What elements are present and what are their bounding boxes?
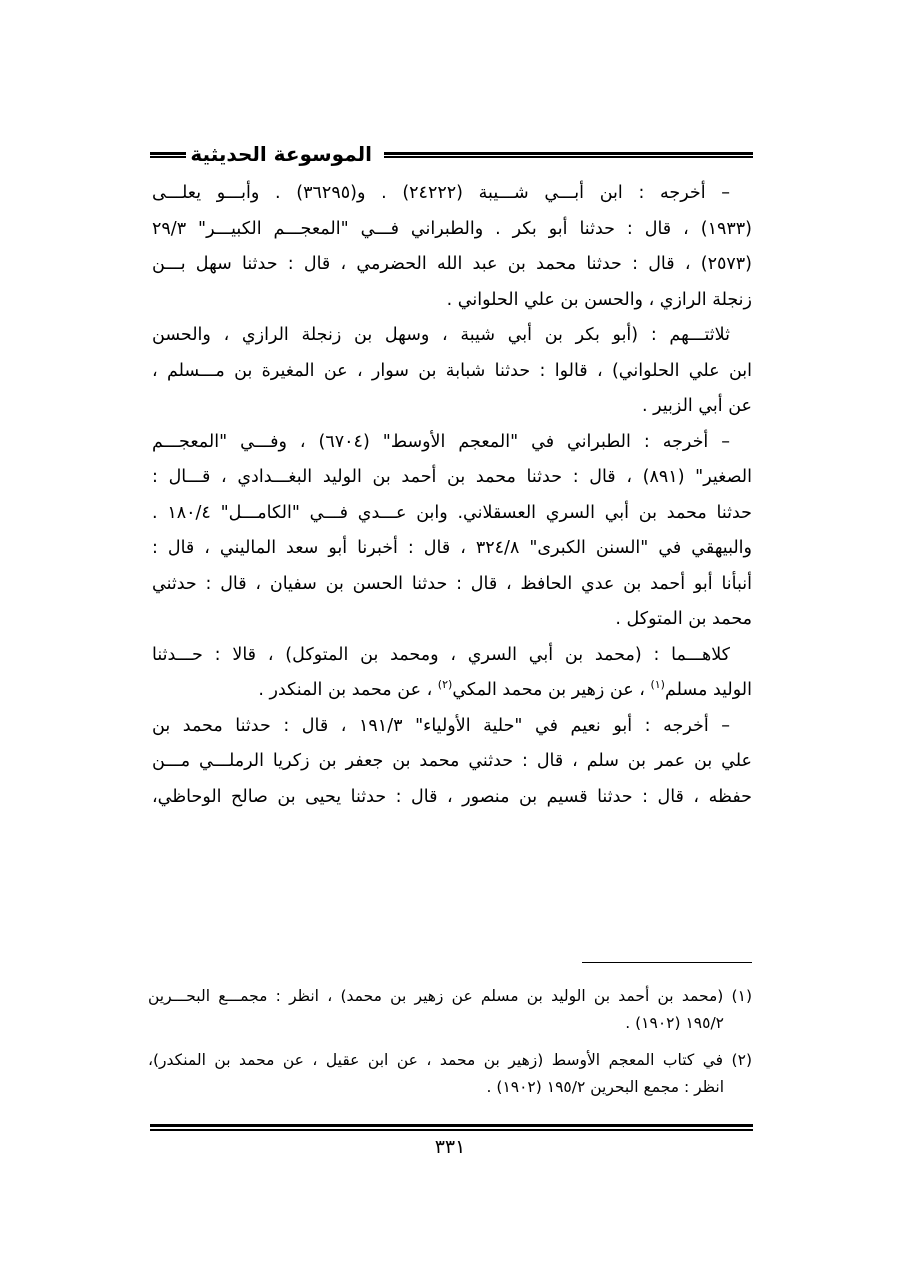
text-line: عن أبي الزبير . — [642, 396, 752, 416]
text-line: – أخرجه : أبو نعيم في "حلية الأولياء" ١٩١/٣ ، قال : حدثنا محمد بن — [152, 715, 730, 736]
text-line-with-footnote-refs — [152, 673, 752, 709]
text-line: حدثنا محمد بن أبي السري العسقلاني. وابن عـــدي فـــي "الكامـــل" ١٨٠/٤ . — [152, 502, 752, 523]
footnotes — [148, 983, 752, 1101]
text-line: كلاهـــما : (محمد بن أبي السري ، ومحمد بن المتوكل) ، قالا : حـــدثنا — [152, 644, 730, 665]
text-fragment: ، عن محمد بن المنكدر . — [258, 680, 438, 700]
text-line: علي بن عمر بن سلم ، قال : حدثني محمد بن جعفر بن زكريا الرملـــي مـــن — [152, 751, 752, 771]
header-rule-right — [384, 152, 753, 158]
main-text — [152, 176, 752, 815]
text-line: حفظه ، قال : حدثنا قسيم بن منصور ، قال : حدثنا يحيى بن صالح الوحاظي، — [152, 786, 752, 807]
text-line: – أخرجه : ابن أبـــي شـــيبة (٢٤٢٢٢) . و(٣٦٢٩٥) . وأبـــو يعلـــى — [152, 183, 730, 203]
text-line: أنبأنا أبو أحمد بن عدي الحافظ ، قال : حدثنا الحسن بن سفيان ، قال : حدثني — [152, 573, 752, 594]
footnote-1-line-2: ١٩٥/٢ (١٩٠٢) . — [625, 1014, 724, 1032]
footnote-2-line-2: انظر : مجمع البحرين ١٩٥/٢ (١٩٠٢) . — [486, 1078, 724, 1096]
page-number: ٣٣١ — [434, 1136, 466, 1158]
text-line: زنجلة الرازي ، والحسن بن علي الحلواني . — [446, 289, 752, 310]
text-line: ابن علي الحلواني) ، قالوا : حدثنا شبابة بن سوار ، عن المغيرة بن مـــسلم ، — [152, 360, 752, 381]
header-rule-left — [150, 152, 186, 158]
text-line: الصغير" (٨٩١) ، قال : حدثنا محمد بن أحمد بن الوليد البغـــدادي ، قـــال : — [152, 467, 752, 487]
text-line: ثلاثتـــهم : (أبو بكر بن أبي شيبة ، وسهل بن زنجلة الرازي ، والحسن — [152, 325, 730, 345]
text-line: والبيهقي في "السنن الكبرى" ٣٢٤/٨ ، قال : أخبرنا أبو سعد الماليني ، قال : — [152, 538, 752, 558]
footnote-1-line-1: (١) (محمد بن أحمد بن الوليد بن مسلم عن زهير بن محمد) ، انظر : مجمـــع البحـــرين — [148, 987, 752, 1005]
footnote-separator — [582, 962, 752, 963]
text-line: – أخرجه : الطبراني في "المعجم الأوسط" (٦٧٠٤) ، وفـــي "المعجـــم — [152, 431, 731, 452]
header-title: الموسوعة الحديثية — [190, 142, 372, 166]
footnote-ref-2: (٢) — [437, 678, 453, 691]
text-fragment: الوليد مسلم — [664, 680, 752, 700]
footnote-2-line-1: (٢) في كتاب المعجم الأوسط (زهير بن محمد ، عن ابن عقيل ، عن محمد بن المنكدر)، — [148, 1051, 752, 1069]
footnote-ref-1: (١) — [650, 678, 665, 691]
text-line: محمد بن المتوكل . — [615, 609, 752, 629]
text-line: (٢٥٧٣) ، قال : حدثنا محمد بن عبد الله الحضرمي ، قال : حدثنا سهل بـــن — [152, 254, 752, 274]
text-line: (١٩٣٣) ، قال : حدثنا أبو بكر . والطبراني فـــي "المعجـــم الكبيـــر" ٢٩/٣ — [152, 218, 752, 239]
running-header — [150, 143, 753, 169]
bottom-rule — [150, 1124, 753, 1131]
text-fragment: ، عن زهير بن محمد المكي — [452, 680, 651, 700]
